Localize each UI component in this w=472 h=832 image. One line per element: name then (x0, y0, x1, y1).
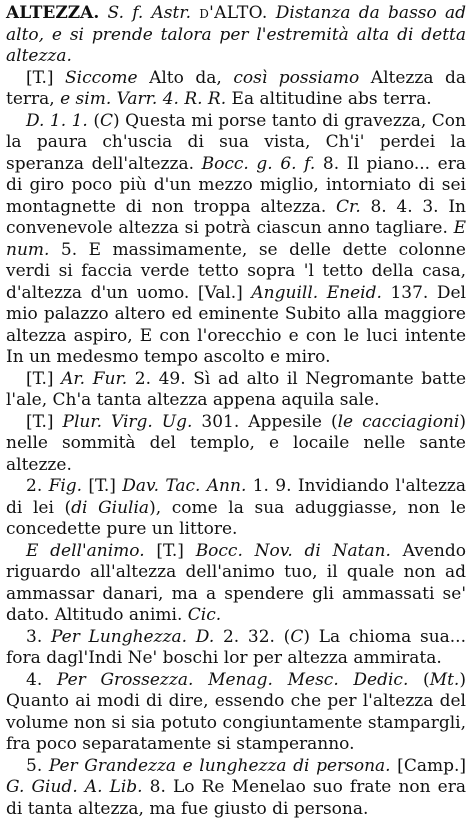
grammar-label: S. f. (107, 3, 144, 23)
citation-text: di Giulia (71, 497, 150, 518)
citation-text: Fig. (48, 476, 83, 496)
citation-text: C (290, 626, 304, 647)
citation-text: e sim. Varr. 4. R. R. (60, 89, 227, 109)
citation-text: le cacciagioni (337, 411, 460, 432)
body-text: 8. Lo Re Menelao suo frate non era di tanta altezza, ma fue giusto di persona. (6, 777, 466, 819)
body-text: 1. 9. Invidiando l'altezza di lei ( (6, 476, 467, 518)
body-text: 5. (26, 755, 49, 776)
paragraph-p3 (6, 369, 466, 412)
body-text: 2. 49. Sì ad alto il Negromante batte l'ale, Ch'a tanta altezza appena aquila sale. (6, 368, 467, 410)
headword: ALTEZZA. (6, 3, 100, 23)
body-text: [T.] (26, 67, 66, 88)
citation-text: E num. (6, 218, 466, 260)
body-text: 4. (26, 669, 57, 690)
body-text: 301. Appesile ( (192, 411, 338, 432)
body-text: 3. (26, 626, 51, 647)
citation-text: Per Lunghezza. D. (50, 626, 215, 647)
paragraph-p9 (6, 756, 466, 821)
body-text: ) nelle sommità del templo, e locaile nelle sante altezze. (6, 411, 466, 475)
domain-abbreviation: Astr. (151, 3, 192, 23)
citation-text: Siccome (65, 67, 138, 88)
body-text: [T.] (26, 368, 62, 389)
body-text: ( (408, 669, 430, 690)
entry-heading (6, 3, 466, 68)
citation-text: Bocc. Nov. di Natan. (195, 540, 391, 561)
citation-text: D. 1. 1. (26, 110, 88, 131)
definition: Distanza da basso ad alto, e si prende talora per l'estremità alta di detta altezza. (6, 3, 466, 66)
paragraph-p4 (6, 412, 466, 477)
citation-text: Ar. Fur. (61, 368, 128, 389)
citation-text: G. Giud. A. Lib. (6, 777, 143, 797)
body-text: ( (87, 110, 100, 131)
citation-text: Mt. (429, 669, 460, 690)
paragraph-p1 (6, 68, 466, 111)
citation-text: Cic. (187, 605, 222, 625)
body-text: [T.] (82, 476, 123, 496)
body-text: [Camp.] (390, 755, 466, 776)
citation-text: Per Grossezza. Menag. Mesc. Dedic. (56, 669, 409, 690)
citation-text: Bocc. g. 6. f. (201, 153, 316, 174)
body-text: ) Questa mi porse tanto di gravezza, Con la paura ch'uscia di sua vista, Ch'i' perdei la speranza dell'altezza. (6, 110, 466, 174)
citation-text: Plur. Virg. Ug. (62, 411, 193, 432)
body-text: 5. E massimamente, se delle dette colonne verdi si faccia verde tetto sopra 'l tetto della casa, d'altezza d'un uomo. [Val.] (6, 239, 466, 303)
body-text: 137. Del mio palazzo altero ed eminente Subito alla maggiore altezza aspiro, E con l'orecchio e con le luci intente In un medesmo tempo ascolto e miro. (6, 282, 466, 367)
body-text: 8. 4. 3. In convenevole altezza si potrà ciascun anno tagliare. (6, 196, 466, 238)
etymology: d'ALTO. (199, 3, 268, 23)
body-text: 2. 32. ( (214, 626, 291, 647)
citation-text: Per Grandezza e lunghezza di persona. (48, 755, 391, 776)
citation-text: così possiamo (233, 67, 360, 88)
body-text: Ea altitudine abs terra. (226, 89, 432, 109)
body-text: ) Quanto ai modi di dire, essendo che per l'altezza del volume non si sia potuto congiuntamente stampargli, fra poco separatamente si stamperanno. (6, 669, 466, 754)
body-text: [T.] (144, 540, 196, 561)
citation-text: Dav. Tac. Ann. (122, 476, 247, 496)
body-text: 2. (26, 476, 49, 496)
citation-text: Cr. (336, 196, 361, 217)
citation-text: Anguill. Eneid. (251, 282, 382, 303)
citation-text: E dell'animo. (26, 540, 145, 561)
paragraph-p5 (6, 476, 466, 541)
paragraph-p8 (6, 670, 466, 756)
body-text: ), come la sua aduggiasse, non le concedette pure un littore. (6, 497, 466, 539)
paragraph-p2 (6, 111, 466, 369)
body-text: [T.] (26, 411, 63, 432)
body-text: Alto da, (137, 67, 234, 88)
entry-body (6, 68, 466, 821)
paragraph-p6 (6, 541, 466, 627)
body-text: ) La chioma sua... fora dagl'Indi Ne' boschi lor per altezza ammirata. (6, 626, 466, 668)
body-text: Altezza da terra, (6, 67, 466, 109)
body-text: Avendo riguardo all'altezza dell'animo tuo, il quale non ad ammassar danari, ma a spendere gli ammassati se' dato. Altitudo animi. (6, 540, 466, 625)
citation-text: C (99, 110, 113, 131)
body-text: 8. Il piano... era di giro poco più d'un mezzo miglio, intorniato di sei montagnette di non troppa altezza. (6, 153, 466, 217)
paragraph-p7 (6, 627, 466, 670)
